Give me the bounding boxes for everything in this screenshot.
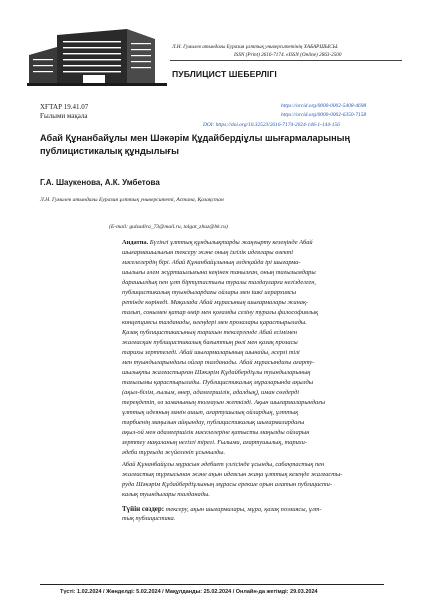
keywords-text: тексеру, ақын шығармалары, мұра, қазақ поэзиясы, ұлт-: [164, 506, 322, 513]
abstract-line: мен туындыларындағы ойлар талданады. Абай мұрасындағы ағарту-: [122, 359, 315, 366]
abstract-line: жалғастық тұрғысынан және ақын идеясын жаңа ұлттық кезеңде жалғасты-: [122, 471, 343, 478]
journal-issn: ISSN (Print) 2616-7174. eISSN (Online) 2663-2500: [234, 52, 342, 58]
header-divider: [170, 60, 402, 61]
journal-name: Л.Н. Гумилев атындағы Еуразия ұлттық университетінің ХАБАРШЫСЫ.: [172, 44, 339, 50]
abstract-line: тереңдетіп, өз заманының толғауын жеткізді. Ақын шығармаларындағы: [122, 399, 326, 406]
keywords-label: Түйін сөздер:: [122, 505, 165, 513]
article-title-line-1: Абай Құнанбайұлы мен Шәкәрім Құдайбердіұлы шығармаларының: [40, 133, 351, 143]
section-title: ПУБЛИЦИСТ ШЕБЕРЛІГІ: [172, 69, 277, 79]
abstract-line: ұлттық идеяның мәнін ашып, ағартушылық ойлардың, ұлттық: [122, 409, 299, 416]
abstract-line: руда Шәкәрім Құдайбердіұлының мұрасы ерекше орын алатын публицисти-: [122, 481, 332, 488]
abstract-line: Абай Құнанбайұлы мұрасын әдебиет үлгісінде ұсынды, сабақтастық пен: [122, 461, 325, 468]
building-logo-icon: [27, 25, 167, 91]
article-type: Ғылыми мақала: [40, 112, 88, 120]
abstract-line: дарашылдық пен ұлт біртұтастығы туралы талдауларға негізделген,: [122, 279, 316, 286]
abstract-first-line: [122, 238, 313, 248]
orcid-link-1[interactable]: https://orcid.org/0000-0002-5408-4698: [281, 103, 367, 109]
orcid-link-2[interactable]: https://orcid.org/0000-0002-6350-7158: [281, 112, 367, 118]
article-authors: Г.А. Шаукенова, А.К. Умбетова: [40, 178, 160, 187]
abstract-line: шығармашылығын тексеру және оның ізгілік идеялары өзекті: [122, 249, 294, 256]
abstract-line: шылықты жалғастырған Шәкәрім Құдайбердіұлы туындыларының: [122, 369, 311, 376]
author-affiliation: Л.Н. Гумилев атындағы Еуразия ұлттық университеті, Астана, Қазақстан: [40, 197, 224, 203]
abstract-line: ретінде көрінеді. Мақалада Абай мұрасының шығармалары жинақ-: [122, 299, 309, 306]
abstract-line: Қазақ публицистикасының тарихын тексергенде Абай есімімен: [122, 329, 298, 336]
abstract-line: тағылымы қарастырылады. Публицистикалық мұраларында ақылды: [122, 379, 314, 386]
article-title-line-2: публицистикалық құндылығы: [40, 146, 179, 156]
abstract-line: шылығы әлем жұртшылығына кеңінен танылған, оның тағылымдары: [122, 269, 316, 276]
abstract-line: Бүгінгі ұлттық құндылықтарды жаңғырту кезеңінде Абай: [148, 239, 313, 246]
abstract-line: концепциясы талданады, өлеңдері мен прозалары қарастырылады.: [122, 319, 307, 326]
abstract-line: мәселелердің бірі. Абай Құнанбайұлының әлдеқайда ірі шығарма-: [122, 259, 301, 266]
university-logo: [27, 25, 167, 91]
udc-code: ХҒТАР 19.41.07: [40, 103, 89, 111]
abstract-line: калық туындылары талданады.: [122, 491, 210, 498]
abstract: [122, 238, 382, 558]
abstract-line: жалғасқан публицистикалық бағыттың рөлі мен қазақ прозасы: [122, 339, 298, 346]
author-emails: (E-mail: gulzadira_73@mail.ru, talgat_zhuz@bk.ru): [109, 224, 228, 230]
abstract-line: талып, сонымен қатар өмір мен қоғамды сезіну туралы философиялық: [122, 309, 319, 316]
publication-dates: Түсті: 1.02.2024 / Жөнделді: 5.02.2024 / Мақұлданды: 25.02.2024 / Онлайн-да жетімді: 29.03.2024: [60, 589, 318, 595]
abstract-line: тарихы зерттеледі. Абай шығармаларының шынайы, әсерлі тілі: [122, 349, 300, 356]
abstract-line: публицистикалық туындылардағы ойлары мен ішкі иерархиясы: [122, 289, 297, 296]
doi-link[interactable]: DOI: https://doi.org/10.32523/2616-7174-2024-146-1-144-156: [203, 122, 340, 128]
abstract-label: Андатпа.: [122, 239, 149, 246]
abstract-line: (ақыл-білім, ғылым, өнер, адамгершілік, адалдық), иман сөздерді: [122, 389, 299, 396]
footer-divider: [40, 584, 384, 585]
abstract-line: ақыл-ой мен адамгершілік мәселелеріне қатысты маңызды ойларын: [122, 429, 310, 436]
abstract-line: әдеби тұрғыда жүйеленіп ұсынылды.: [122, 449, 226, 456]
abstract-line: тәрбиенің маңызын айқындау, публицистикалық шығармалардағы: [122, 419, 305, 426]
keywords-continued: тық публицистика.: [122, 515, 176, 522]
abstract-line: зерттеу мақаланың негізгі тірегі. Ғылыми, ағартушылық, тарихи-: [122, 439, 307, 446]
